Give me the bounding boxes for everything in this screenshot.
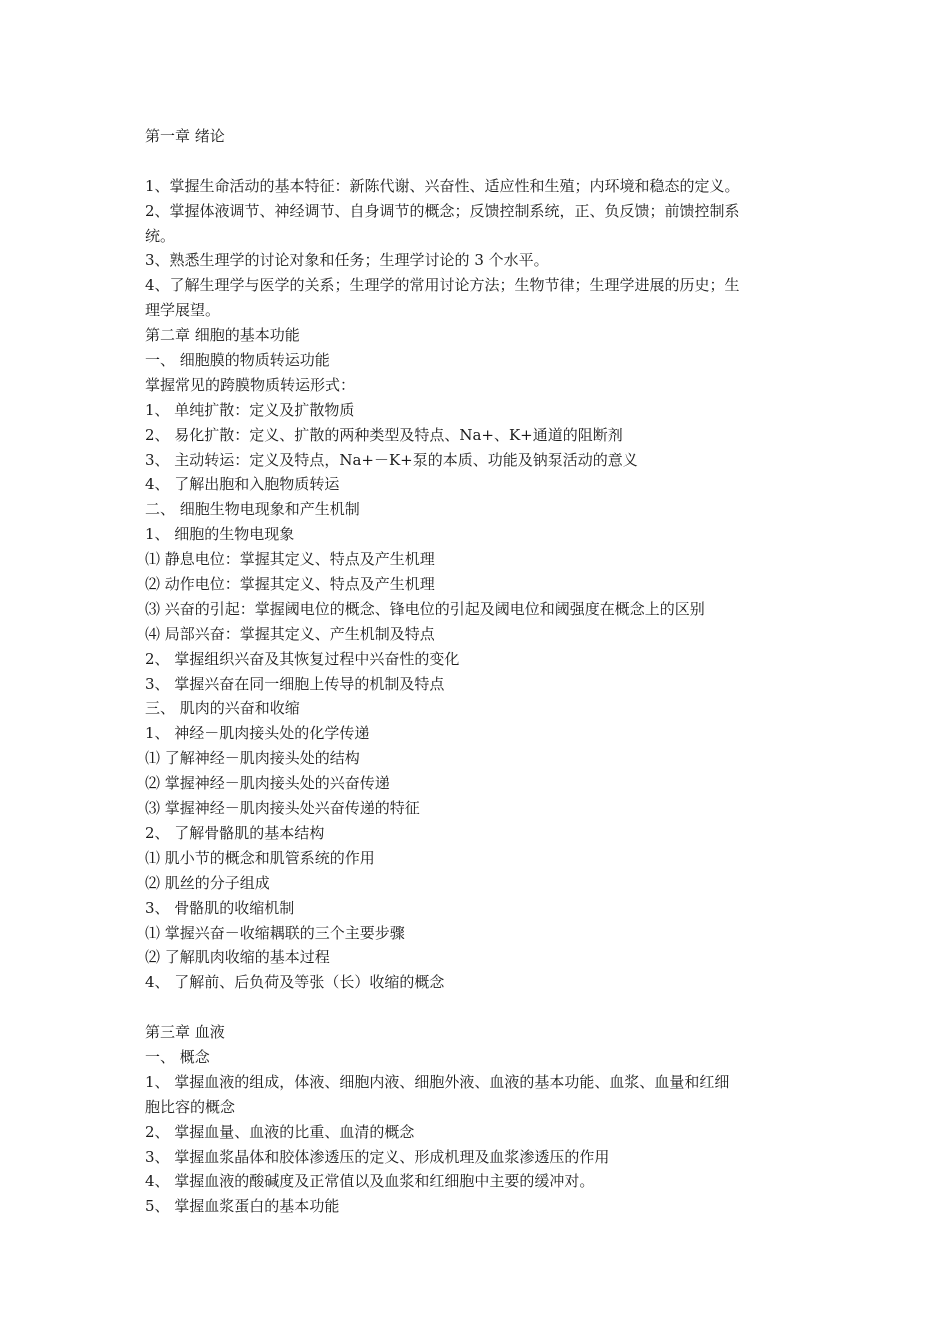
text-line: 3、 主动转运：定义及特点，Na+－K+泵的本质、功能及钠泵活动的意义 <box>145 450 638 469</box>
text-line: ⑴ 了解神经－肌肉接头处的结构 <box>145 749 360 768</box>
text-line: ⑴ 掌握兴奋－收缩耦联的三个主要步骤 <box>145 923 405 942</box>
text-line: 2、 掌握组织兴奋及其恢复过程中兴奋性的变化 <box>145 649 460 668</box>
blank-line <box>145 149 810 174</box>
text-line: ⑵ 掌握神经－肌肉接头处的兴奋传递 <box>145 774 390 793</box>
text-line: ⑵ 肌丝的分子组成 <box>145 873 270 892</box>
text-line: ⑵ 动作电位：掌握其定义、特点及产生机理 <box>145 575 435 594</box>
text-line: 4、 了解前、后负荷及等张（长）收缩的概念 <box>145 973 445 992</box>
section-heading: 一、 概念 <box>145 1047 210 1066</box>
text-line: 2、 了解骨骼肌的基本结构 <box>145 823 325 842</box>
text-line: 1、 掌握血液的组成，体液、细胞内液、细胞外液、血液的基本功能、血浆、血量和红细 <box>145 1072 730 1091</box>
text-line: 1、 单纯扩散：定义及扩散物质 <box>145 400 355 419</box>
text-line: 统。 <box>145 226 176 245</box>
text-line: 1、掌握生命活动的基本特征：新陈代谢、兴奋性、适应性和生殖；内环境和稳态的定义。 <box>145 176 740 195</box>
section-heading: 三、 肌肉的兴奋和收缩 <box>145 699 300 718</box>
chapter-3-heading: 第三章 血液 <box>145 1023 225 1042</box>
text-line: ⑷ 局部兴奋：掌握其定义、产生机制及特点 <box>145 624 435 643</box>
document-page <box>145 124 810 1219</box>
text-line: 2、 掌握血量、血液的比重、血清的概念 <box>145 1122 415 1141</box>
section-heading: 一、 细胞膜的物质转运功能 <box>145 351 330 370</box>
text-line: 4、 掌握血液的酸碱度及正常值以及血浆和红细胞中主要的缓冲对。 <box>145 1172 595 1191</box>
text-line: 3、 骨骼肌的收缩机制 <box>145 898 295 917</box>
text-line: ⑶ 兴奋的引起：掌握阈电位的概念、锋电位的引起及阈电位和阈强度在概念上的区别 <box>145 599 705 618</box>
text-line: 理学展望。 <box>145 301 221 320</box>
section-heading: 二、 细胞生物电现象和产生机制 <box>145 500 360 519</box>
text-line: 3、 掌握血浆晶体和胶体渗透压的定义、形成机理及血浆渗透压的作用 <box>145 1147 610 1166</box>
text-line: 5、 掌握血浆蛋白的基本功能 <box>145 1197 340 1216</box>
chapter-2-heading: 第二章 细胞的基本功能 <box>145 326 300 345</box>
text-line: ⑴ 静息电位：掌握其定义、特点及产生机理 <box>145 550 435 569</box>
text-line: 2、 易化扩散：定义、扩散的两种类型及特点、Na+、K+通道的阻断剂 <box>145 425 623 444</box>
text-line: ⑴ 肌小节的概念和肌管系统的作用 <box>145 848 375 867</box>
blank-line <box>145 995 810 1020</box>
text-line: 4、 了解出胞和入胞物质转运 <box>145 475 340 494</box>
text-line: 4、了解生理学与医学的关系；生理学的常用讨论方法；生物节律；生理学进展的历史；生 <box>145 276 740 295</box>
text-line: 胞比容的概念 <box>145 1097 236 1116</box>
text-line: ⑶ 掌握神经－肌肉接头处兴奋传递的特征 <box>145 799 420 818</box>
text-line: ⑵ 了解肌肉收缩的基本过程 <box>145 948 330 967</box>
text-line: 1、 细胞的生物电现象 <box>145 525 295 544</box>
text-line: 2、掌握体液调节、神经调节、自身调节的概念；反馈控制系统，正、负反馈；前馈控制系 <box>145 201 740 220</box>
text-line: 1、 神经－肌肉接头处的化学传递 <box>145 724 370 743</box>
text-line: 掌握常见的跨膜物质转运形式： <box>145 375 356 394</box>
text-line: 3、 掌握兴奋在同一细胞上传导的机制及特点 <box>145 674 445 693</box>
text-line: 3、熟悉生理学的讨论对象和任务；生理学讨论的 3 个水平。 <box>145 251 549 270</box>
chapter-1-heading: 第一章 绪论 <box>145 127 225 145</box>
